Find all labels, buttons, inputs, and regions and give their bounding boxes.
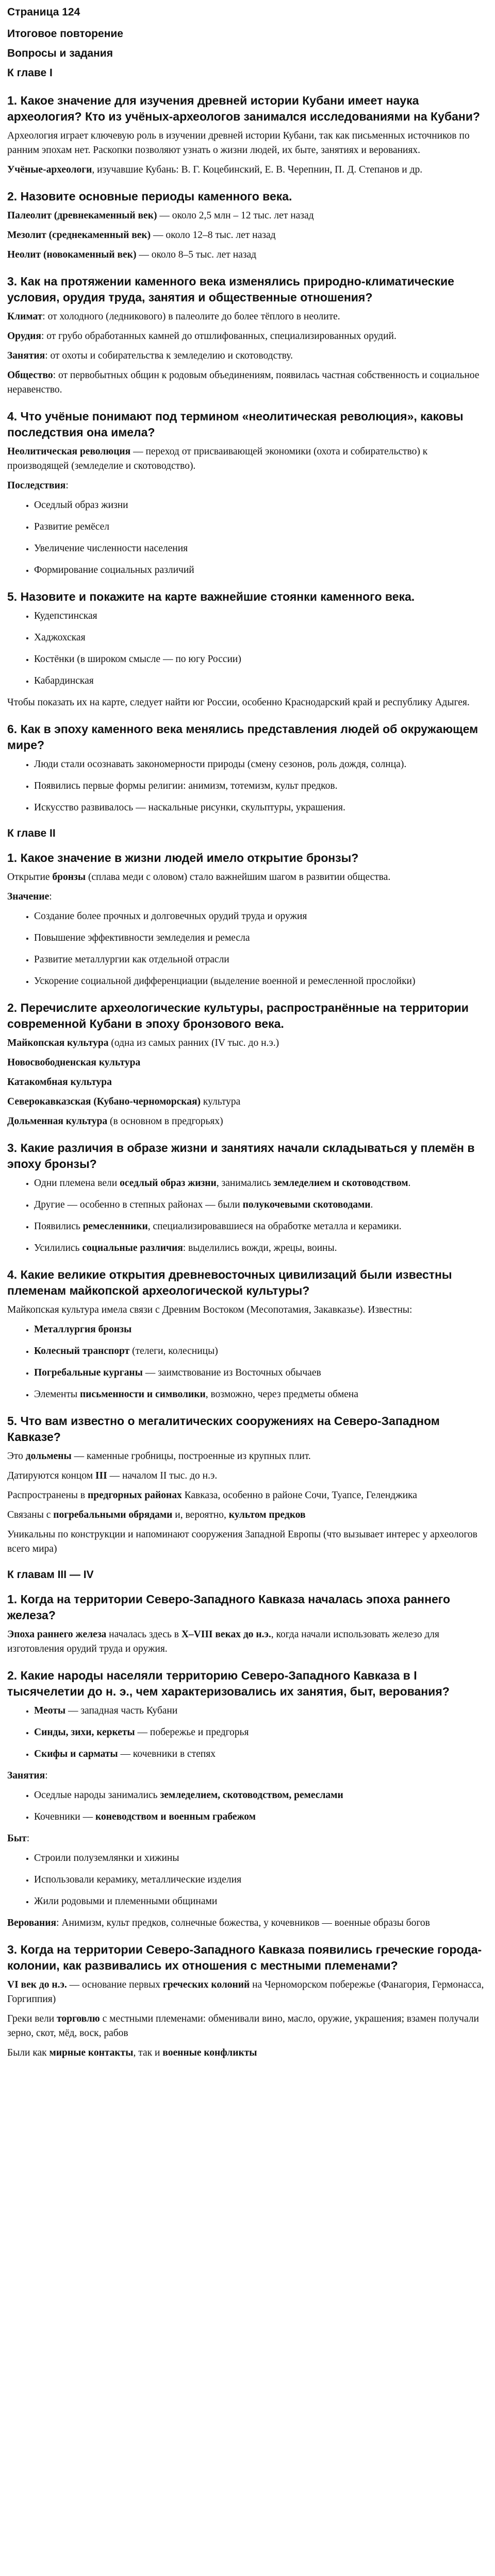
bold-term: Учёные-археологи xyxy=(7,164,92,175)
chapter-heading: К главе II xyxy=(7,827,56,839)
bold-term: Скифы и сарматы xyxy=(34,1749,118,1759)
text-run: — западная часть Кубани xyxy=(65,1705,178,1716)
list-item: • Повышение эффективности земледелия и ремесла xyxy=(34,931,488,945)
answer-paragraph xyxy=(7,1114,488,1129)
text-run: : от грубо обработанных камней до отшлифованных, специализированных орудий. xyxy=(41,331,397,342)
text-run: с местными племенами: обменивали вино, масло, оружие, украшения; взамен получали зерно, скот, мёд, воск, рабов xyxy=(7,2013,479,2039)
list-item: • Увеличение численности населения xyxy=(34,541,488,556)
bold-term: Майкопская культура xyxy=(7,1038,109,1048)
bold-term: Новосвободненская культура xyxy=(7,1057,141,1068)
answer-paragraph xyxy=(7,696,488,710)
text-run: (одна из самых ранних (IV тыс. до н.э.) xyxy=(108,1038,279,1048)
question-heading: 1. Когда на территории Северо-Западного Кавказа началась эпоха раннего железа? xyxy=(7,1592,451,1622)
text-run: — заимствование из Восточных обычаев xyxy=(142,1367,321,1378)
text-run: : от холодного (ледникового) в палеолите до более тёплого в неолите. xyxy=(42,311,340,322)
answer-list xyxy=(7,757,488,815)
text-run: Кочевники — xyxy=(34,1811,95,1822)
answer-list xyxy=(7,1788,488,1824)
list-item: • Хаджохская xyxy=(34,631,488,645)
text-run: , изучавшие Кубань: В. Г. Коцебинский, Е. В. Черепнин, П. Д. Степанов и др. xyxy=(92,164,423,175)
text-run: Открытие xyxy=(7,872,53,883)
bold-term: мирные контакты xyxy=(49,2047,134,2058)
answer-paragraph xyxy=(7,1916,488,1930)
list-item xyxy=(34,1366,488,1380)
answer-paragraph xyxy=(7,479,488,493)
text-run: — около 8–5 тыс. лет назад xyxy=(136,249,257,260)
list-item xyxy=(34,1344,488,1359)
bold-term: греческих колоний xyxy=(162,1979,250,1990)
bold-term: Металлургия бронзы xyxy=(34,1324,132,1335)
answer-paragraph xyxy=(7,228,488,243)
answer-paragraph xyxy=(7,1469,488,1483)
answer-paragraph xyxy=(7,1303,488,1317)
bold-term: III xyxy=(95,1470,107,1481)
text-run: Кавказа, особенно в районе Сочи, Туапсе, Геленджика xyxy=(182,1490,417,1501)
list-item: • Ускорение социальной дифференциации (выделение военной и ремесленной прослойки) xyxy=(34,974,488,989)
chapter-heading: К главе I xyxy=(7,67,53,79)
bold-term: дольмены xyxy=(25,1451,72,1462)
answer-paragraph xyxy=(7,1528,488,1556)
bold-term: ремесленники xyxy=(82,1221,148,1232)
answer-paragraph xyxy=(7,368,488,397)
list-item: • Формирование социальных различий xyxy=(34,563,488,578)
text-run: и, вероятно, xyxy=(172,1510,229,1520)
bold-term: Климат xyxy=(7,311,43,322)
list-item: • Строили полуземлянки и хижины xyxy=(34,1851,488,1866)
page-title: Итоговое повторение xyxy=(7,28,123,40)
bold-term: Общество xyxy=(7,370,53,381)
bold-term: Значение xyxy=(7,891,50,902)
text-run: , так и xyxy=(133,2047,163,2058)
question-heading: 1. Какое значение в жизни людей имело открытие бронзы? xyxy=(7,851,359,865)
bold-term: полукочевыми скотоводами xyxy=(242,1199,371,1210)
question-heading: 4. Что учёные понимают под термином «неолитическая революция», каковы последствия она имела? xyxy=(7,410,464,439)
answer-list xyxy=(7,1323,488,1402)
text-run: Уникальны по конструкции и напоминают сооружения Западной Европы (что вызывает интерес у археологов всего мира) xyxy=(7,1529,477,1554)
text-run: Связаны с xyxy=(7,1510,54,1520)
text-run: Другие — особенно в степных районах — были xyxy=(34,1199,243,1210)
bold-term: Мезолит (среднекаменный век) xyxy=(7,230,151,241)
list-item xyxy=(34,1219,488,1234)
bold-term: Погребальные курганы xyxy=(34,1367,143,1378)
answer-paragraph xyxy=(7,1036,488,1050)
text-run: : от охоты и собирательства к земледелию и скотоводству. xyxy=(45,350,293,361)
text-run: (телеги, колесницы) xyxy=(129,1346,218,1357)
answer-paragraph xyxy=(7,248,488,262)
text-run: , возможно, через предметы обмена xyxy=(205,1389,358,1400)
list-item: • Развитие металлургии как отдельной отрасли xyxy=(34,953,488,967)
question-heading: 3. Когда на территории Северо-Западного Кавказа появились греческие города-колонии, как развивались их отношения с местными племенами? xyxy=(7,1943,482,1972)
text-run: — около 12–8 тыс. лет назад xyxy=(151,230,276,241)
text-run: Греки вели xyxy=(7,2013,57,2024)
answer-paragraph xyxy=(7,209,488,223)
bold-term: земледелием, скотоводством, ремеслами xyxy=(160,1790,343,1801)
answer-paragraph xyxy=(7,163,488,177)
answer-paragraph xyxy=(7,1769,488,1783)
text-run: — основание первых xyxy=(67,1979,163,1990)
bold-term: Палеолит (древнекаменный век) xyxy=(7,210,157,221)
answer-paragraph xyxy=(7,129,488,158)
list-item: • Искусство развивалось — наскальные рисунки, скульптуры, украшения. xyxy=(34,801,488,815)
bold-term: Занятия xyxy=(7,1770,45,1781)
bold-term: земледелием и скотоводством xyxy=(273,1178,408,1189)
text-run: . xyxy=(408,1178,411,1189)
bold-term: торговлю xyxy=(57,2013,100,2024)
bold-term: Эпоха раннего железа xyxy=(7,1629,107,1640)
answer-paragraph xyxy=(7,1056,488,1070)
bold-term: Дольменная культура xyxy=(7,1116,108,1127)
answer-list xyxy=(7,609,488,688)
answer-paragraph xyxy=(7,310,488,324)
bold-term: VI век до н.э. xyxy=(7,1979,67,1990)
bold-term: Неолитическая революция xyxy=(7,446,131,457)
question-heading: 2. Назовите основные периоды каменного века. xyxy=(7,190,292,203)
answer-paragraph xyxy=(7,445,488,473)
bold-term: Синды, зихи, керкеты xyxy=(34,1727,135,1738)
list-item: • Развитие ремёсел xyxy=(34,520,488,534)
text-run: — около 2,5 млн – 12 тыс. лет назад xyxy=(157,210,314,221)
text-run: культура xyxy=(201,1096,241,1107)
text-run: , специализировавшиеся на обработке металла и керамики. xyxy=(147,1221,402,1232)
bold-term: Меоты xyxy=(34,1705,66,1716)
text-run: Появились xyxy=(34,1221,83,1232)
answer-paragraph xyxy=(7,1488,488,1503)
answer-list xyxy=(7,909,488,989)
question-heading: 2. Какие народы населяли территорию Северо-Западного Кавказа в I тысячелетии до н. э., чем характеризовались их занятия, быт, верования? xyxy=(7,1669,450,1698)
bold-term: предгорных районах xyxy=(87,1490,182,1501)
list-item xyxy=(34,1241,488,1256)
list-item xyxy=(34,1725,488,1740)
bold-term: Колесный транспорт xyxy=(34,1346,130,1357)
text-run: : xyxy=(65,480,69,491)
list-item: • Кабардинская xyxy=(34,674,488,688)
list-item xyxy=(34,1323,488,1337)
question-heading: 5. Что вам известно о мегалитических сооружениях на Северо-Западном Кавказе? xyxy=(7,1414,440,1444)
bold-term: Катакомбная культура xyxy=(7,1077,112,1088)
text-run: : выделились вожди, жрецы, воины. xyxy=(183,1243,337,1253)
bold-term: оседлый образ жизни xyxy=(120,1178,217,1189)
question-heading: 4. Какие великие открытия древневосточных цивилизаций были известны племенам майкопской археологической культуры? xyxy=(7,1268,452,1297)
question-heading: 3. Как на протяжении каменного века изменялись природно-климатические условия, орудия труда, занятия и общественные отношения? xyxy=(7,275,454,304)
question-heading: 1. Какое значение для изучения древней истории Кубани имеет наука археология? Кто из учёных-археологов занимался исследованиями на Кубани? xyxy=(7,94,480,123)
answer-list xyxy=(7,1704,488,1761)
bold-term: социальные различия xyxy=(82,1243,183,1253)
content xyxy=(7,66,488,2060)
bold-term: бронзы xyxy=(52,872,86,883)
list-item: • Появились первые формы религии: анимизм, тотемизм, культ предков. xyxy=(34,779,488,793)
bold-term: Северокавказская (Кубано-черноморская) xyxy=(7,1096,201,1107)
question-heading: 6. Как в эпоху каменного века менялись представления людей об окружающем мире? xyxy=(7,722,478,752)
answer-list xyxy=(7,1176,488,1256)
bold-term: культом предков xyxy=(228,1510,306,1520)
text-run: , занимались xyxy=(216,1178,274,1189)
list-item: • Создание более прочных и долговечных орудий труда и оружия xyxy=(34,909,488,924)
text-run: Археология играет ключевую роль в изучении древней истории Кубани, так как письменных источников по ранним эпохам нет. Раскопки позволяют узнать о жизни людей, их быте, занятиях и верованиях. xyxy=(7,130,470,156)
bold-term: Последствия xyxy=(7,480,66,491)
text-run: Были как xyxy=(7,2047,50,2058)
text-run: : xyxy=(26,1833,30,1844)
text-run: — переход от присваивающей экономики (охота и собирательство) к производящей (земледелие и скотоводство). xyxy=(7,446,428,471)
bold-term: погребальными обрядами xyxy=(53,1510,173,1520)
answer-paragraph xyxy=(7,1832,488,1846)
question-heading: 5. Назовите и покажите на карте важнейшие стоянки каменного века. xyxy=(7,590,415,603)
text-run: Одни племена вели xyxy=(34,1178,120,1189)
list-item: • Использовали керамику, металлические изделия xyxy=(34,1873,488,1887)
text-run: Распространены в xyxy=(7,1490,88,1501)
text-run: Элементы xyxy=(34,1389,80,1400)
answer-paragraph xyxy=(7,870,488,885)
question-heading: 3. Какие различия в образе жизни и занятиях начали складываться у племён в эпоху бронзы? xyxy=(7,1141,475,1171)
list-item: • Оседлый образ жизни xyxy=(34,498,488,513)
answer-paragraph xyxy=(7,329,488,344)
answer-paragraph xyxy=(7,1978,488,2007)
text-run: на Черноморском побережье (Фанагория, Гермонасса, Горгиппия) xyxy=(7,1979,484,2005)
answer-list xyxy=(7,1851,488,1909)
text-run: Датируются концом xyxy=(7,1470,95,1481)
bold-term: письменности и символики xyxy=(79,1389,206,1400)
chapter-heading: К главам III — IV xyxy=(7,1569,94,1581)
list-item xyxy=(34,1747,488,1761)
list-item: • Люди стали осознавать закономерности природы (смену сезонов, роль дождя, солнца). xyxy=(34,757,488,772)
text-run: : xyxy=(45,1770,48,1781)
text-run: : xyxy=(49,891,52,902)
answer-paragraph xyxy=(7,890,488,904)
answer-paragraph xyxy=(7,1508,488,1522)
list-item xyxy=(34,1810,488,1824)
bold-term: Быт xyxy=(7,1833,27,1844)
answer-paragraph xyxy=(7,2012,488,2041)
answer-paragraph xyxy=(7,2046,488,2060)
text-run: : Анимизм, культ предков, солнечные божества, у кочевников — военные образы богов xyxy=(56,1918,430,1928)
bold-term: коневодством и военным грабежом xyxy=(95,1811,256,1822)
page-subtitle: Вопросы и задания xyxy=(7,47,113,59)
text-run: Усилились xyxy=(34,1243,82,1253)
list-item xyxy=(34,1198,488,1212)
text-run: , когда начали использовать железо для изготовления орудий труда и оружия. xyxy=(7,1629,439,1654)
text-run: (сплава меди с оловом) стало важнейшим шагом в развитии общества. xyxy=(86,872,391,883)
question-heading: 2. Перечислите археологические культуры, распространённые на территории современной Кубани в эпоху бронзового века. xyxy=(7,1001,469,1030)
bold-term: X–VIII веках до н.э. xyxy=(181,1629,271,1640)
answer-list xyxy=(7,498,488,578)
text-run: (в основном в предгорьях) xyxy=(107,1116,223,1127)
bold-term: Неолит (новокаменный век) xyxy=(7,249,137,260)
bold-term: Занятия xyxy=(7,350,45,361)
text-run: началась здесь в xyxy=(106,1629,182,1640)
text-run: Оседлые народы занимались xyxy=(34,1790,160,1801)
text-run: Это xyxy=(7,1451,26,1462)
page-label: Страница 124 xyxy=(7,6,80,18)
text-run: — побережье и предгорья xyxy=(135,1727,249,1738)
list-item: • Костёнки (в широком смысле — по югу России) xyxy=(34,652,488,667)
list-item: • Кудепстинская xyxy=(34,609,488,623)
list-item xyxy=(34,1387,488,1402)
text-run: : от первобытных общин к родовым объединениям, появилась частная собственность и социальное неравенство. xyxy=(7,370,480,395)
text-run: — каменные гробницы, построенные из крупных плит. xyxy=(71,1451,311,1462)
list-item xyxy=(34,1704,488,1718)
list-item xyxy=(34,1788,488,1803)
text-run: — началом II тыс. до н.э. xyxy=(107,1470,218,1481)
text-run: Чтобы показать их на карте, следует найти юг России, особенно Краснодарский край и республику Адыгея. xyxy=(7,697,470,708)
answer-paragraph xyxy=(7,1075,488,1090)
list-item xyxy=(34,1176,488,1191)
text-run: . xyxy=(370,1199,373,1210)
text-run: Майкопская культура имела связи с Древним Востоком (Месопотамия, Закавказье). Известны: xyxy=(7,1304,412,1315)
answer-paragraph xyxy=(7,1449,488,1464)
list-item: • Жили родовыми и племенными общинами xyxy=(34,1894,488,1909)
bold-term: военные конфликты xyxy=(162,2047,257,2058)
answer-paragraph xyxy=(7,1095,488,1109)
text-run: — кочевники в степях xyxy=(118,1749,216,1759)
answer-paragraph xyxy=(7,349,488,363)
bold-term: Орудия xyxy=(7,331,41,342)
bold-term: Верования xyxy=(7,1918,57,1928)
answer-paragraph xyxy=(7,1628,488,1656)
